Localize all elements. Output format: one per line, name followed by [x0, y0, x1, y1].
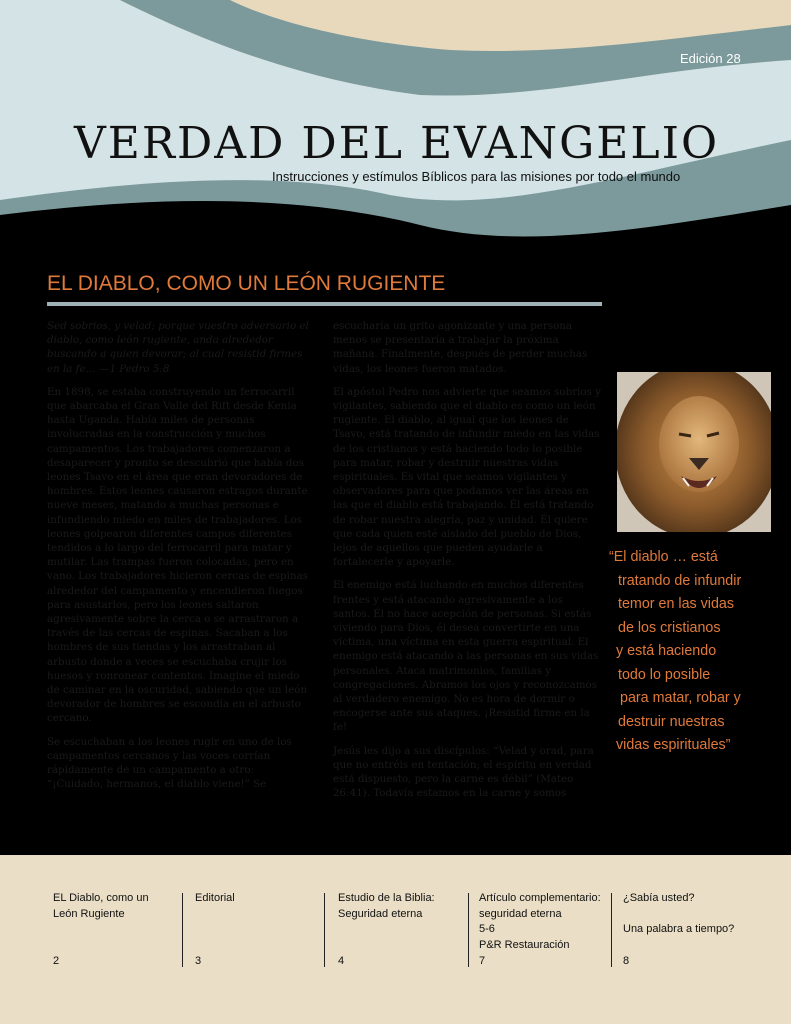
article-column-2 — [333, 319, 601, 810]
toc-item[interactable] — [195, 891, 235, 907]
title-divider — [47, 302, 602, 306]
pull-quote-line: para matar, robar y — [620, 690, 741, 706]
pull-quote-line: “El diablo … está — [609, 549, 718, 565]
article-paragraph: Se escuchaban a los leones rugir en uno de los campamentos cercanos y las voces corrían rápidamente de un campamento a otro: “¡Cuidado, hermanos, el diablo viene!” Se — [47, 735, 292, 791]
masthead-tagline: Instrucciones y estímulos Bíblicos para las misiones por todo el mundo — [272, 169, 681, 184]
toc-page-number: 8 — [623, 955, 630, 967]
edition-label: Edición 28 — [680, 51, 741, 66]
toc-page-number: 7 — [479, 955, 486, 967]
toc-divider — [182, 893, 183, 967]
article-paragraph: El apóstol Pedro nos advierte que seamos sobrios y vigilantes, sabiendo que el diablo es como un león rugiente. El diablo, al igual que los leones de Tsavo, está tratando de infundir miedo en las vidas de los cristianos y está haciendo todo lo posible para matar, robar y destruir nuestras vidas espirituales. Es vital que seamos vigilantes y observadores para que podamos ver las áreas en las que el diablo está trabajando. Él está tratando de robar nuestra alegría, paz y unidad. Él quiere que cada quien esté aislado del pueblo de Dios, lejos de aquellos que pueden ayudarle a fortalecerle y apoyarle. — [333, 385, 601, 569]
toc-item[interactable] — [623, 891, 734, 938]
article-paragraph: En 1898, se estaba construyendo un ferrocarril que abarcaba el Gran Valle del Rift desde Kenia hasta Uganda. Había miles de personas involucradas en la construcción y muchos campamentos. Los trabajadores comenzaron a desaparecer y pronto se descubrió que había dos leones Tsavo en el área que eran devoradores de hombres. Estos leones causaron estragos durante nueve meses, matando a muchas personas e infundiendo miedo en miles de trabajadores. Los leones golpearon diferentes campos diferentes tendidos a lo largo del ferrocarril para matar y mutilar. Las trampas fueron colocadas, pero en vano. Los trabajadores hicieron cercas de espinas alrededor del campamento y encendieron fuegos para asustarlos, pero los leones saltaron agresivamente sobre la cerca o se arrastraron a través de las cercas de espinas. Sacaban a los hombres de sus tiendas y los arrastraban al arbusto donde a veces se escuchaba crujir los huesos y ronronear contentos. Imagine el miedo de caminar en la oscuridad, sabiendo que un león devorador de hombres se escondía en el arbusto cercano. — [47, 385, 308, 725]
article-paragraph: Jesús les dijo a sus discípulos: “Velad y orad, para que no entréis en tentación; el espíritu en verdad está dispuesto, pero la carne es débil” (Mateo 26:41). Todavía estamos en la carne y somos — [333, 744, 594, 800]
table-of-contents — [0, 855, 791, 1024]
pull-quote-line: y está haciendo — [616, 643, 717, 659]
toc-divider — [468, 893, 469, 967]
article-column-1 — [47, 319, 313, 801]
toc-page-number: 2 — [53, 955, 60, 967]
toc-item[interactable] — [338, 891, 435, 922]
toc-page-number: 4 — [338, 955, 345, 967]
pull-quote-line: de los cristianos — [618, 619, 721, 636]
toc-item[interactable] — [479, 891, 601, 953]
article-paragraph: El enemigo está luchando en muchos diferentes frentes y está atacando agresivamente a los santos. Él no hace acepción de personas. Si estás viviendo para Dios, él desea convertirte en una víctima, una víctima en esta guerra espiritual. El enemigo está atacando a las personas en sus vidas personales. Ataca matrimonios, familias y congregaciones. Abramos los ojos y reconozcamos al verdadero enemigo. No es hora de dormir o encogerse ante sus ataques. ¡Resistid firme en la fe! — [333, 579, 599, 734]
pull-quote-line: temor en las vidas — [618, 596, 735, 612]
masthead-title: VERDAD DEL EVANGELIO — [74, 118, 720, 169]
toc-divider — [324, 893, 325, 967]
toc-item-label: Editorial — [195, 892, 235, 904]
pull-quote — [609, 546, 785, 758]
toc-divider — [611, 893, 612, 967]
toc-item-label: Estudio de la Biblia: Seguridad eterna — [338, 892, 435, 920]
toc-item-label: ¿Sabía usted? Una palabra a tiempo? — [623, 892, 735, 935]
toc-page-number: 3 — [195, 955, 202, 967]
pull-quote-line: vidas espirituales” — [616, 737, 731, 753]
scripture-intro: Sed sobrios, y velad; porque vuestro adversario el diablo, como león rugiente, anda alrededor buscando a quien devorar; al cual resistid firmes en la fe… —1 Pedro 5:8 — [47, 320, 309, 375]
article-paragraph: escucharía un grito agonizante y una persona menos se presentaría a trabajar la próxima mañana. Finalmente, después de perder muchas vidas, los leones fueron matados. — [333, 320, 588, 375]
toc-item-label: EL Diablo, como un León Rugiente — [53, 892, 149, 920]
article-title: EL DIABLO, COMO UN LEÓN RUGIENTE — [47, 272, 446, 295]
pull-quote-line: destruir nuestras — [618, 713, 725, 730]
lion-photo — [617, 372, 771, 532]
pull-quote-line: tratando de infundir — [618, 572, 742, 589]
pull-quote-line: todo lo posible — [618, 666, 711, 683]
toc-item[interactable] — [53, 891, 149, 922]
toc-item-label: Artículo complementario: seguridad eterna 5-6 P&R Restauración — [479, 892, 601, 951]
